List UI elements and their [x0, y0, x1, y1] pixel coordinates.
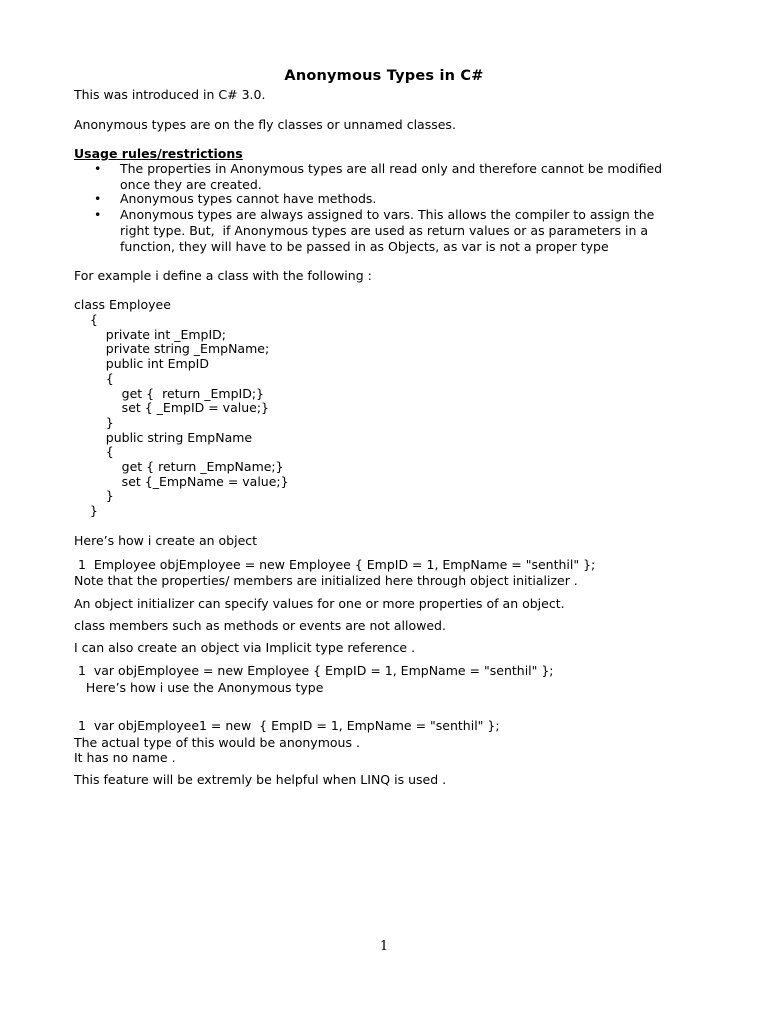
- rules-heading: Usage rules/restrictions: [74, 146, 243, 161]
- example-intro: For example i define a class with the following :: [74, 268, 372, 283]
- bullet-icon: •: [94, 161, 102, 176]
- anon-note-name: It has no name .: [74, 750, 176, 765]
- code-line: {: [74, 444, 114, 459]
- anon-note-type: The actual type of this would be anonymous .: [74, 735, 360, 750]
- members-note: class members such as methods or events are not allowed.: [74, 618, 446, 633]
- code-line: get { return _EmpID;}: [74, 386, 265, 401]
- rule-item: The properties in Anonymous types are all read only and therefore cannot be modified once they are created.: [120, 161, 663, 192]
- code-line: public int EmpID: [74, 356, 209, 371]
- initializer-note: Note that the properties/ members are initialized here through object initializer .: [74, 573, 578, 588]
- bullet-icon: •: [94, 207, 102, 222]
- definition-text: Anonymous types are on the fly classes or unnamed classes.: [74, 117, 456, 132]
- code-line: public string EmpName: [74, 430, 253, 445]
- bullet-icon: •: [94, 191, 102, 206]
- code-line: private string _EmpName;: [74, 341, 270, 356]
- code-line: class Employee: [74, 297, 171, 312]
- anon-intro: Here’s how i use the Anonymous type: [74, 680, 324, 695]
- code-line: }: [74, 488, 114, 503]
- code-line: set {_EmpName = value;}: [74, 474, 289, 489]
- code-line: private int _EmpID;: [74, 327, 227, 342]
- code-line: }: [74, 415, 114, 430]
- code-line: {: [74, 312, 98, 327]
- rule-item: Anonymous types cannot have methods.: [120, 191, 377, 206]
- implicit-intro: I can also create an object via Implicit type reference .: [74, 640, 416, 655]
- conclusion-text: This feature will be extremly be helpful when LINQ is used .: [74, 772, 447, 787]
- rule-item: Anonymous types are always assigned to vars. This allows the compiler to assign the right type. But, if Anonymous types are used as return values or as parameters in a function, they will have to be passed in as Objects, as var is not a proper type: [120, 207, 655, 254]
- intro-text: This was introduced in C# 3.0.: [74, 87, 266, 102]
- page-title: Anonymous Types in C#: [284, 68, 484, 84]
- create-code: 1 Employee objEmployee = new Employee { EmpID = 1, EmpName = "senthil" };: [74, 557, 596, 572]
- initializer-desc: An object initializer can specify values for one or more properties of an object.: [74, 596, 565, 611]
- code-line: }: [74, 503, 98, 518]
- code-line: set { _EmpID = value;}: [74, 400, 269, 415]
- create-intro: Here’s how i create an object: [74, 533, 258, 548]
- implicit-code: 1 var objEmployee = new Employee { EmpID = 1, EmpName = "senthil" };: [74, 663, 554, 678]
- code-line: {: [74, 371, 114, 386]
- code-line: get { return _EmpName;}: [74, 459, 284, 474]
- anon-code: 1 var objEmployee1 = new { EmpID = 1, EmpName = "senthil" };: [74, 718, 500, 733]
- page-number: 1: [379, 939, 389, 954]
